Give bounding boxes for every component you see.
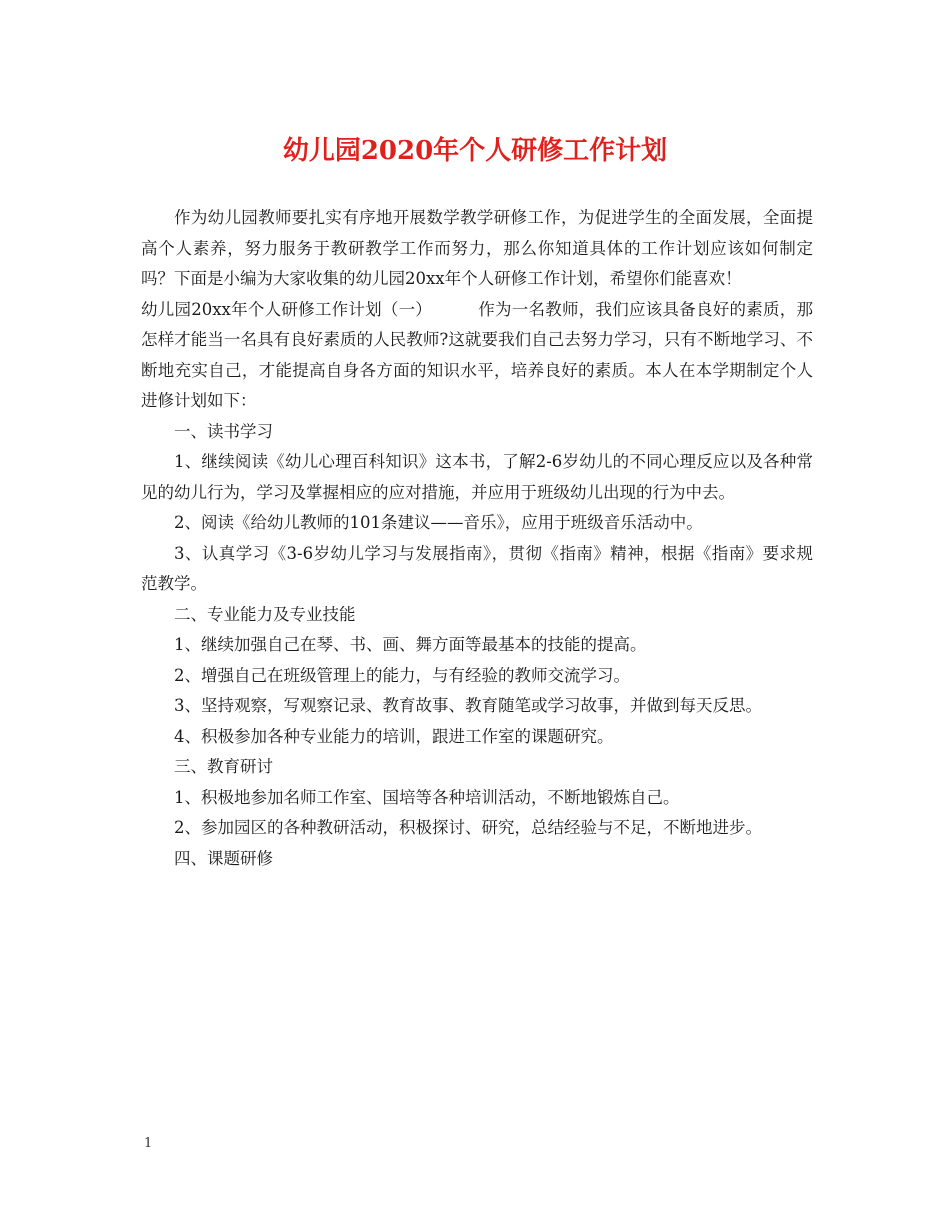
- list-item: 1、继续加强自己在琴、书、画、舞方面等最基本的技能的提高。: [174, 635, 647, 654]
- list-item: 4、积极参加各种专业能力的培训，跟进工作室的课题研究。: [174, 726, 614, 746]
- plan-heading: 幼儿园20xx年个人研修工作计划（一）: [141, 299, 433, 319]
- list-item: 1、积极地参加名师工作室、国培等各种培训活动，不断地锻炼自己。: [174, 787, 680, 807]
- page-number: 1: [144, 1136, 153, 1151]
- list-item: 2、阅读《给幼儿教师的101条建议——音乐》，应用于班级音乐活动中。: [174, 513, 703, 532]
- list-item: 3、认真学习《3-6岁幼儿学习与发展指南》，贯彻《指南》精神，根据《指南》要求规范教学。: [141, 543, 813, 593]
- document-body: [141, 203, 813, 874]
- section-heading-reading: 一、读书学习: [174, 421, 273, 441]
- intro-paragraph: 作为幼儿园教师要扎实有序地开展数学教学研修工作，为促进学生的全面发展，全面提高个人素养，努力服务于教研教学工作而努力，那么你知道具体的工作计划应该如何制定吗？下面是小编为大家收集的幼儿园20xx年个人研修工作计划，希望你们能喜欢！: [141, 208, 813, 288]
- section-heading-research: 三、教育研讨: [174, 757, 273, 776]
- plan-heading-paragraph: [141, 295, 813, 417]
- list-item: 1、继续阅读《幼儿心理百科知识》这本书，了解2-6岁幼儿的不同心理反应以及各种常见的幼儿行为，学习及掌握相应的应对措施，并应用于班级幼儿出现的行为中去。: [141, 452, 813, 502]
- section-heading-skills: 二、专业能力及专业技能: [174, 604, 356, 624]
- plan-intro: 作为一名教师，我们应该具备良好的素质，那怎样才能当一名具有良好素质的人民教师?这就要我们自己去努力学习，只有不断地学习、不断地充实自己，才能提高自身各方面的知识水平，培养良好的素质。本人在本学期制定个人进修计划如下：: [141, 299, 814, 410]
- page-title: 幼儿园2020年个人研修工作计划: [282, 136, 668, 166]
- section-heading-topic: 四、课题研修: [174, 848, 273, 868]
- list-item: 2、参加园区的各种教研活动，积极探讨、研究，总结经验与不足，不断地进步。: [174, 818, 762, 837]
- list-item: 3、坚持观察，写观察记录、教育故事、教育随笔或学习故事，并做到每天反思。: [174, 696, 762, 715]
- list-item: 2、增强自己在班级管理上的能力，与有经验的教师交流学习。: [174, 665, 630, 685]
